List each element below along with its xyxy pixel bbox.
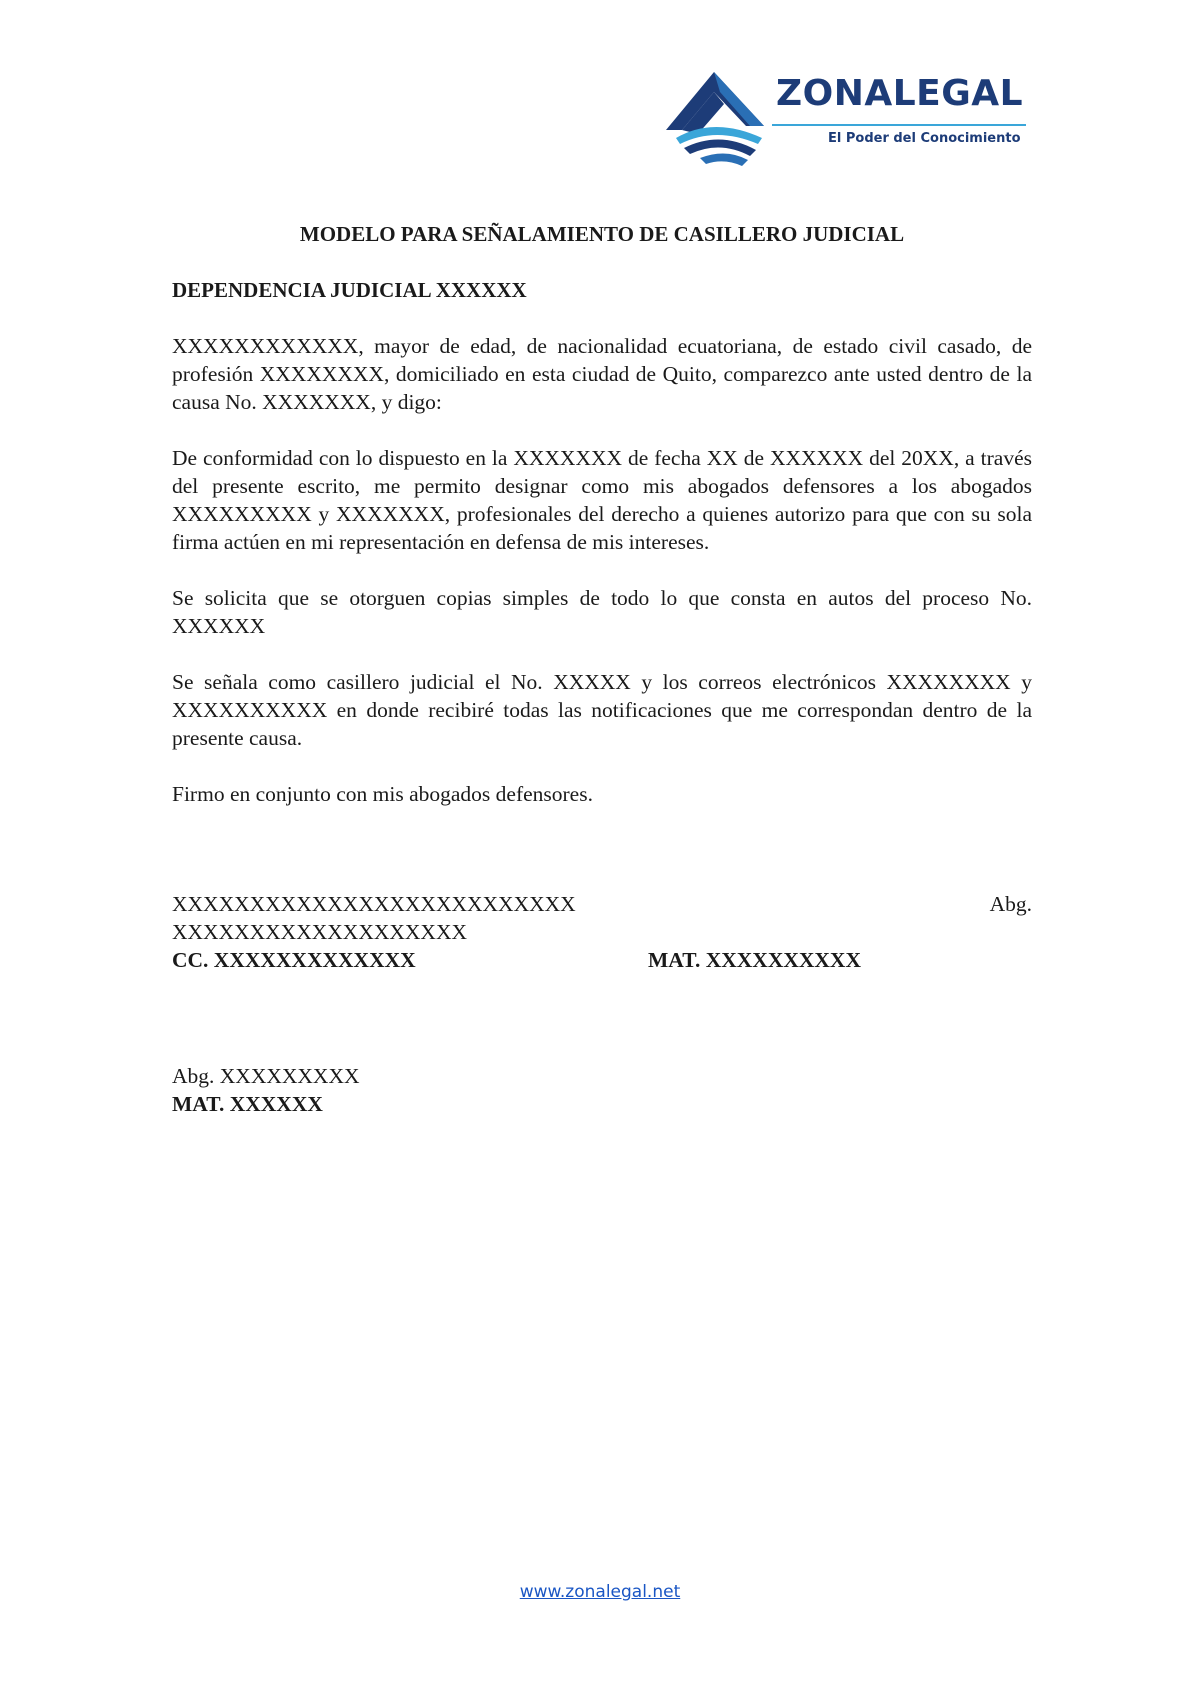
client-cc: CC. XXXXXXXXXXXXX (172, 948, 416, 972)
lawyer1-signature-name: XXXXXXXXXXXXXXXXXXX (172, 920, 468, 944)
lawyer2-signature-block (172, 1062, 360, 1118)
credentials-row (172, 946, 1032, 974)
paragraph-casillero: Se señala como casillero judicial el No. XXXXX y los correos electrónicos XXXXXXXX y XXXXXXXXXX en donde recibiré todas las notificaciones que me correspondan dentro de la presente causa. (172, 670, 1032, 750)
paragraph-copias: Se solicita que se otorguen copias simples de todo lo que consta en autos del proceso No. XXXXXX (172, 586, 1032, 638)
paragraph-comparecencia: XXXXXXXXXXXX, mayor de edad, de nacionalidad ecuatoriana, de estado civil casado, de profesión XXXXXXXX, domiciliado en esta ciudad de Quito, comparezco ante usted dentro de la causa No. XXXXXXX, y digo: (172, 334, 1032, 414)
lawyer2-signature-name: Abg. XXXXXXXXX (172, 1064, 360, 1088)
document-heading: DEPENDENCIA JUDICIAL XXXXXX (172, 278, 527, 302)
paragraph-firma: Firmo en conjunto con mis abogados defensores. (172, 782, 593, 806)
signature-row (172, 890, 1032, 918)
zonalegal-logo-icon (664, 68, 774, 168)
logo-divider (772, 124, 1026, 126)
client-signature-name: XXXXXXXXXXXXXXXXXXXXXXXXXX (172, 892, 576, 916)
logo-name: ZONALEGAL (776, 73, 1024, 114)
lawyer1-abg-prefix: Abg. (989, 892, 1032, 916)
signature-block (172, 890, 1032, 974)
lawyer2-mat: MAT. XXXXXX (172, 1092, 323, 1116)
lawyer1-mat: MAT. XXXXXXXXXX (648, 948, 861, 972)
website-link[interactable]: www.zonalegal.net (519, 1582, 681, 1602)
document-title: MODELO PARA SEÑALAMIENTO DE CASILLERO JUDICIAL (299, 222, 905, 246)
document-body (172, 220, 1032, 808)
zonalegal-logo (664, 68, 1034, 168)
paragraph-designacion: De conformidad con lo dispuesto en la XXXXXXX de fecha XX de XXXXXX del 20XX, a través del presente escrito, me permito designar como mis abogados defensores a los abogados XXXXXXXXX y XXXXXXX, profesionales del derecho a quienes autorizo para que con su sola firma actúen en mi representación en defensa de mis intereses. (172, 446, 1032, 554)
logo-tagline: El Poder del Conocimiento (828, 131, 1021, 146)
